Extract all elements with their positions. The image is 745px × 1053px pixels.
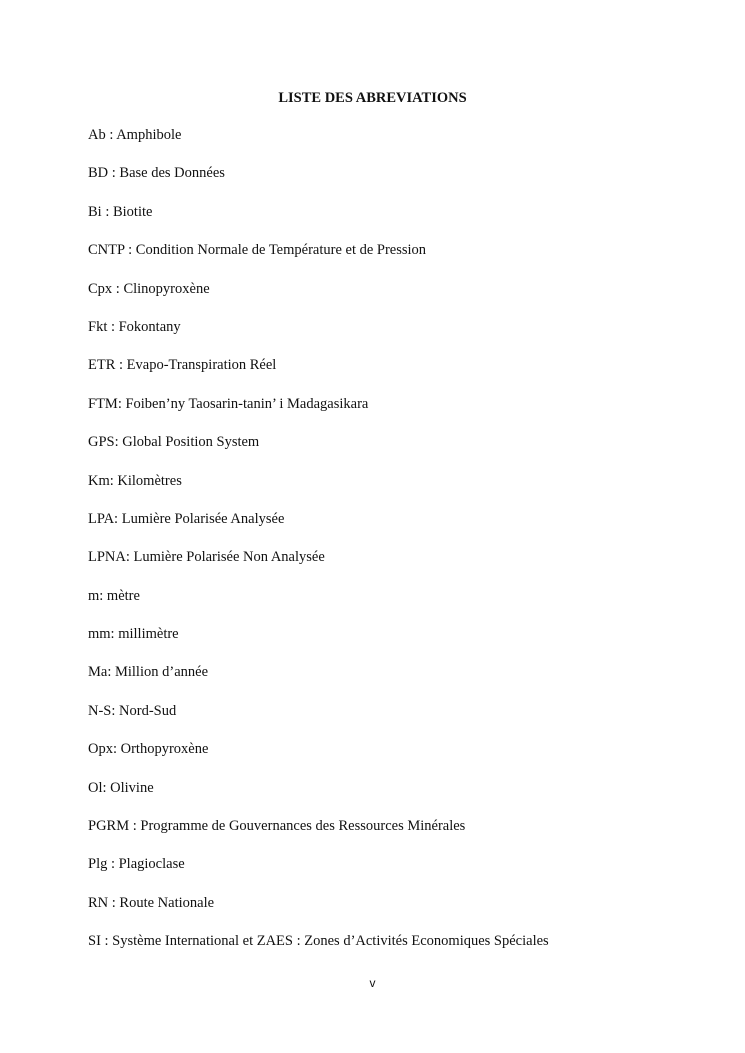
abbreviation-item: LPNA: Lumière Polarisée Non Analysée	[88, 549, 325, 566]
abbreviation-item: Plg : Plagioclase	[88, 856, 185, 873]
abbreviation-item: N-S: Nord-Sud	[88, 702, 177, 719]
page-number: v	[369, 976, 376, 990]
abbreviation-item: m: mètre	[88, 587, 140, 604]
abbreviation-item: CNTP : Condition Normale de Température et de Pression	[88, 242, 427, 259]
abbreviation-item: Bi : Biotite	[88, 203, 153, 220]
abbreviation-item: LPA: Lumière Polarisée Analysée	[88, 510, 285, 527]
abbreviation-item: GPS: Global Position System	[88, 434, 260, 451]
abbreviation-item: RN : Route Nationale	[88, 894, 215, 911]
abbreviation-item: PGRM : Programme de Gouvernances des Ressources Minérales	[88, 818, 466, 835]
abbreviation-item: Ma: Million d’année	[88, 664, 209, 681]
abbreviation-item: FTM: Foiben’ny Taosarin-tanin’ i Madagasikara	[88, 395, 369, 412]
abbreviation-item: Cpx : Clinopyroxène	[88, 280, 210, 297]
page-title: LISTE DES ABREVIATIONS	[278, 90, 467, 106]
abbreviation-list	[88, 125, 708, 970]
abbreviation-item: ETR : Evapo-Transpiration Réel	[88, 357, 277, 374]
abbreviation-item: SI : Système International et ZAES : Zones d’Activités Economiques Spéciales	[88, 933, 549, 950]
abbreviation-item: Ab : Amphibole	[88, 127, 182, 143]
abbreviation-item: Km: Kilomètres	[88, 472, 182, 489]
abbreviation-item: Fkt : Fokontany	[88, 318, 181, 335]
abbreviation-item: Opx: Orthopyroxène	[88, 741, 209, 758]
abbreviation-item: Ol: Olivine	[88, 779, 154, 796]
abbreviation-item: BD : Base des Données	[88, 165, 225, 182]
abbreviation-item: mm: millimètre	[88, 626, 179, 643]
